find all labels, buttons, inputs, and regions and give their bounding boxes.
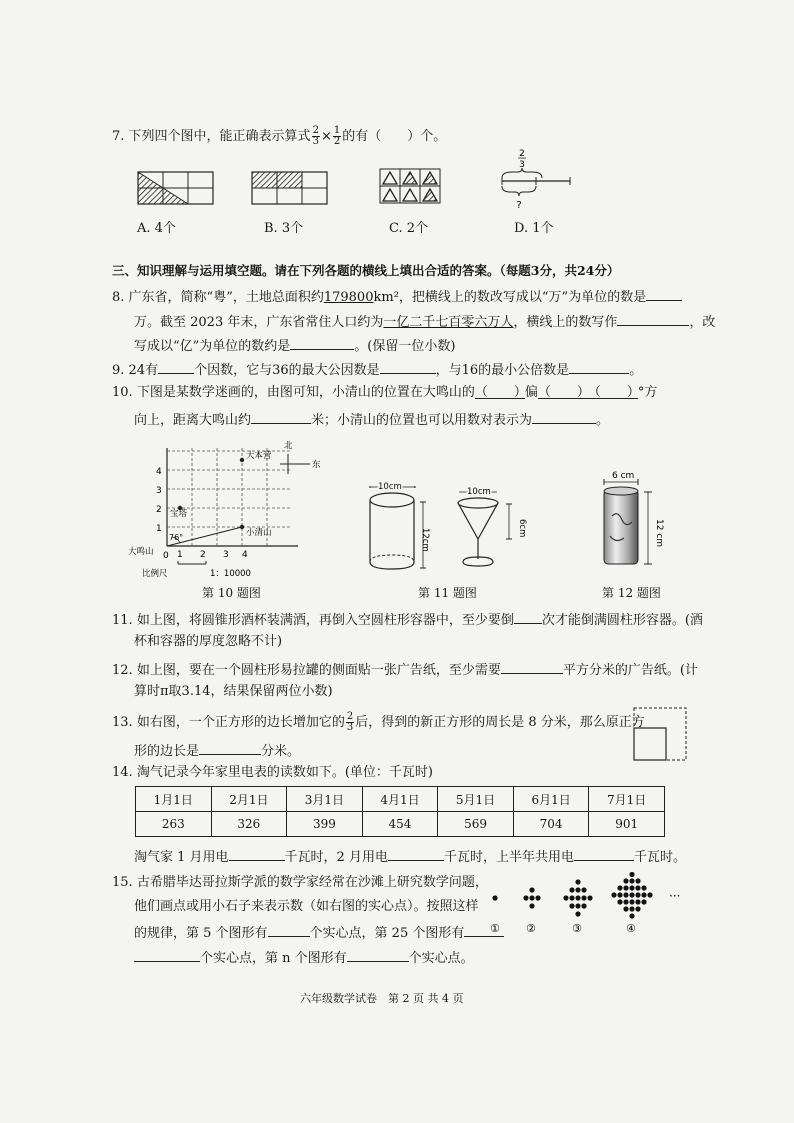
svg-text:比例尺: 比例尺: [142, 569, 168, 579]
answer-blank[interactable]: [268, 922, 310, 937]
question-number: 15.: [112, 875, 133, 890]
answer-blank[interactable]: [646, 286, 682, 301]
fig12-can: [590, 466, 670, 576]
svg-text:2: 2: [156, 505, 162, 515]
svg-text:大鸣山: 大鸣山: [128, 547, 154, 557]
figure-b: [252, 172, 327, 204]
q15-dot-patterns: [480, 872, 690, 938]
table-cell: 704: [513, 812, 589, 837]
option-d: D. 1个: [514, 221, 554, 236]
table-cell: 4月1日: [362, 787, 438, 812]
q15-line1: 15. 古希腊毕达哥拉斯学派的数学家经常在沙滩上研究数学问题，: [112, 875, 488, 890]
answer-blank[interactable]: [290, 335, 354, 350]
svg-text:3: 3: [519, 160, 525, 170]
svg-text:6 cm: 6 cm: [612, 471, 635, 481]
svg-text:③: ③: [572, 922, 582, 935]
figure-c: [380, 169, 440, 203]
question-number: 11.: [112, 613, 133, 628]
question-number: 14.: [112, 765, 133, 780]
svg-text:1：10000: 1：10000: [210, 569, 251, 579]
q15-line3: 的规律，第 5 个图形有 个实心点，第 25 个图形有: [134, 922, 504, 943]
section-heading: 三、知识理解与运用填空题。请在下列各题的横线上填出合适的答案。（每题3分，共24分）: [112, 263, 620, 278]
svg-text:12 cm: 12 cm: [654, 519, 664, 548]
table-cell: 3月1日: [287, 787, 363, 812]
q14-answer-line: 淘气家 1 月用电 千瓦时，2 月用电 千瓦时，上半年共用电 千瓦时。: [134, 846, 686, 867]
option-c: C. 2个: [389, 221, 429, 236]
question-number: 10.: [112, 385, 133, 400]
table-cell: 399: [287, 812, 363, 837]
q12-line1: 12. 如上图，要在一个圆柱形易拉罐的侧面贴一张广告纸，至少需要 平方分米的广告纸。(计: [112, 659, 698, 680]
question-number: 8.: [112, 290, 125, 305]
svg-text:12cm: 12cm: [420, 528, 430, 552]
table-cell: 569: [438, 812, 514, 837]
q11-line1: 11. 如上图，将圆锥形酒杯装满酒，再倒入空圆柱形容器中，至少要倒 次才能倒满圆柱形容器。(酒: [112, 609, 703, 630]
answer-blank[interactable]: [347, 947, 409, 962]
svg-text:2: 2: [200, 550, 206, 560]
svg-text:②: ②: [526, 922, 536, 935]
table-cell: 454: [362, 812, 438, 837]
q7-stem: 7. 下列四个图中，能正确表示算式 $\frac{2}{3}$ × $\frac{1}{2}$ 的有（ ）个。: [112, 125, 447, 147]
svg-text:④: ④: [626, 922, 636, 935]
area-value: 179800: [323, 290, 374, 305]
svg-text:?: ?: [516, 200, 522, 211]
svg-text:1: 1: [177, 550, 183, 560]
question-number: 12.: [112, 663, 133, 678]
population-text: 一亿二千七百零六万人: [383, 315, 514, 330]
figure-a: [138, 172, 213, 204]
svg-text:10cm: 10cm: [378, 482, 402, 492]
svg-text:10cm: 10cm: [467, 487, 491, 497]
fraction: $\frac{2}{3}$: [312, 125, 319, 147]
svg-text:1: 1: [156, 524, 162, 534]
svg-text:2: 2: [519, 149, 525, 159]
answer-blank[interactable]: [158, 359, 194, 374]
table-cell: 6月1日: [513, 787, 589, 812]
question-number: 7.: [112, 129, 125, 144]
fraction: $\frac{2}{3}$: [346, 711, 354, 733]
answer-blank[interactable]: [199, 740, 261, 755]
svg-text:大本营: 大本营: [246, 451, 272, 461]
answer-blank[interactable]: [574, 846, 634, 861]
question-number: 9.: [112, 363, 125, 378]
answer-blank[interactable]: [251, 409, 311, 424]
fig10-caption: 第 10 题图: [202, 586, 261, 600]
fig11-figure: [355, 476, 535, 576]
q7-figures: [130, 148, 590, 214]
answer-blank[interactable]: [514, 609, 542, 624]
answer-blank[interactable]: [388, 846, 444, 861]
svg-text:···: ···: [669, 889, 681, 903]
meter-table: [135, 786, 665, 837]
svg-text:3: 3: [223, 550, 229, 560]
q8-line2: 万。截至 2023 年末，广东省常住人口约为一亿二千七百零六万人，横线上的数写作 ，改: [134, 311, 715, 332]
table-cell: 5月1日: [438, 787, 514, 812]
q11-line2: 杯和容器的厚度忽略不计): [134, 634, 283, 649]
q8-line1: 8. 广东省，简称“粤”，土地总面积约179800km²，把横线上的数改写成以“万”为单位的数是: [112, 286, 682, 307]
svg-text:小清山: 小清山: [246, 528, 272, 538]
fig11-caption: 第 11 题图: [418, 586, 477, 600]
svg-text:6cm: 6cm: [517, 519, 527, 538]
svg-text:4: 4: [156, 467, 162, 477]
figure-d: [502, 149, 570, 211]
table-cell: 901: [589, 812, 665, 837]
svg-text:76°: 76°: [169, 533, 184, 542]
q15-line2: 他们画点或用小石子来表示数（如右图的实心点）。按照这样: [134, 899, 479, 914]
svg-text:0: 0: [163, 551, 169, 561]
q10-line1: 10. 下图是某数学迷画的，由图可知，小清山的位置在大鸣山的（ ）偏（ ）（ ）°方: [112, 385, 658, 400]
svg-text:东: 东: [312, 460, 321, 470]
answer-blank[interactable]: （ ）: [587, 385, 640, 400]
svg-text:3: 3: [156, 486, 162, 496]
svg-text:宝塔: 宝塔: [170, 509, 188, 519]
svg-text:北: 北: [284, 441, 293, 451]
option-a: A. 4个: [137, 221, 176, 236]
table-row: [136, 812, 665, 837]
answer-blank[interactable]: [134, 947, 200, 962]
answer-blank[interactable]: （ ）: [474, 385, 527, 400]
svg-text:4: 4: [242, 550, 248, 560]
q10-line2: 向上，距离大鸣山约 米；小清山的位置也可以用数对表示为 。: [134, 409, 609, 430]
table-cell: 263: [136, 812, 212, 837]
table-cell: 1月1日: [136, 787, 212, 812]
answer-blank[interactable]: [532, 409, 596, 424]
answer-blank[interactable]: [617, 311, 689, 326]
answer-blank[interactable]: [229, 846, 285, 861]
q8-line3: 写成以“亿”为单位的数约是 。(保留一位小数): [134, 335, 455, 356]
fig10-map: [120, 436, 340, 581]
q9-line: 9. 24有 个因数，它与36的最大公因数是 ，与16的最小公倍数是 。: [112, 359, 642, 380]
question-number: 13.: [112, 715, 133, 730]
q13-square-figure: [630, 706, 690, 762]
svg-text:①: ①: [490, 922, 500, 935]
fraction: $\frac{1}{2}$: [333, 125, 341, 147]
option-b: B. 3个: [264, 221, 304, 236]
answer-blank[interactable]: （ ）: [537, 385, 590, 400]
answer-blank[interactable]: [380, 359, 436, 374]
answer-blank[interactable]: [569, 359, 629, 374]
fig12-caption: 第 12 题图: [602, 586, 661, 600]
table-cell: 7月1日: [589, 787, 665, 812]
q14-intro: 14. 淘气记录今年家里电表的读数如下。(单位：千瓦时): [112, 765, 433, 780]
q12-line2: 算时π取3.14，结果保留两位小数): [134, 684, 333, 699]
table-header-row: [136, 787, 665, 812]
page-footer: 六年级数学试卷 第 2 页 共 4 页: [300, 992, 464, 1005]
q13-line2: 形的边长是 分米。: [134, 740, 300, 761]
table-cell: 326: [211, 812, 287, 837]
q15-line4: 个实心点，第 n 个图形有 个实心点。: [134, 947, 474, 968]
answer-blank[interactable]: [501, 659, 563, 674]
table-cell: 2月1日: [211, 787, 287, 812]
q13-line1: 13. 如右图，一个正方形的边长增加它的 $\frac{2}{3}$ 后，得到的新正方形的周长是 8 分米，那么原正方: [112, 711, 645, 733]
